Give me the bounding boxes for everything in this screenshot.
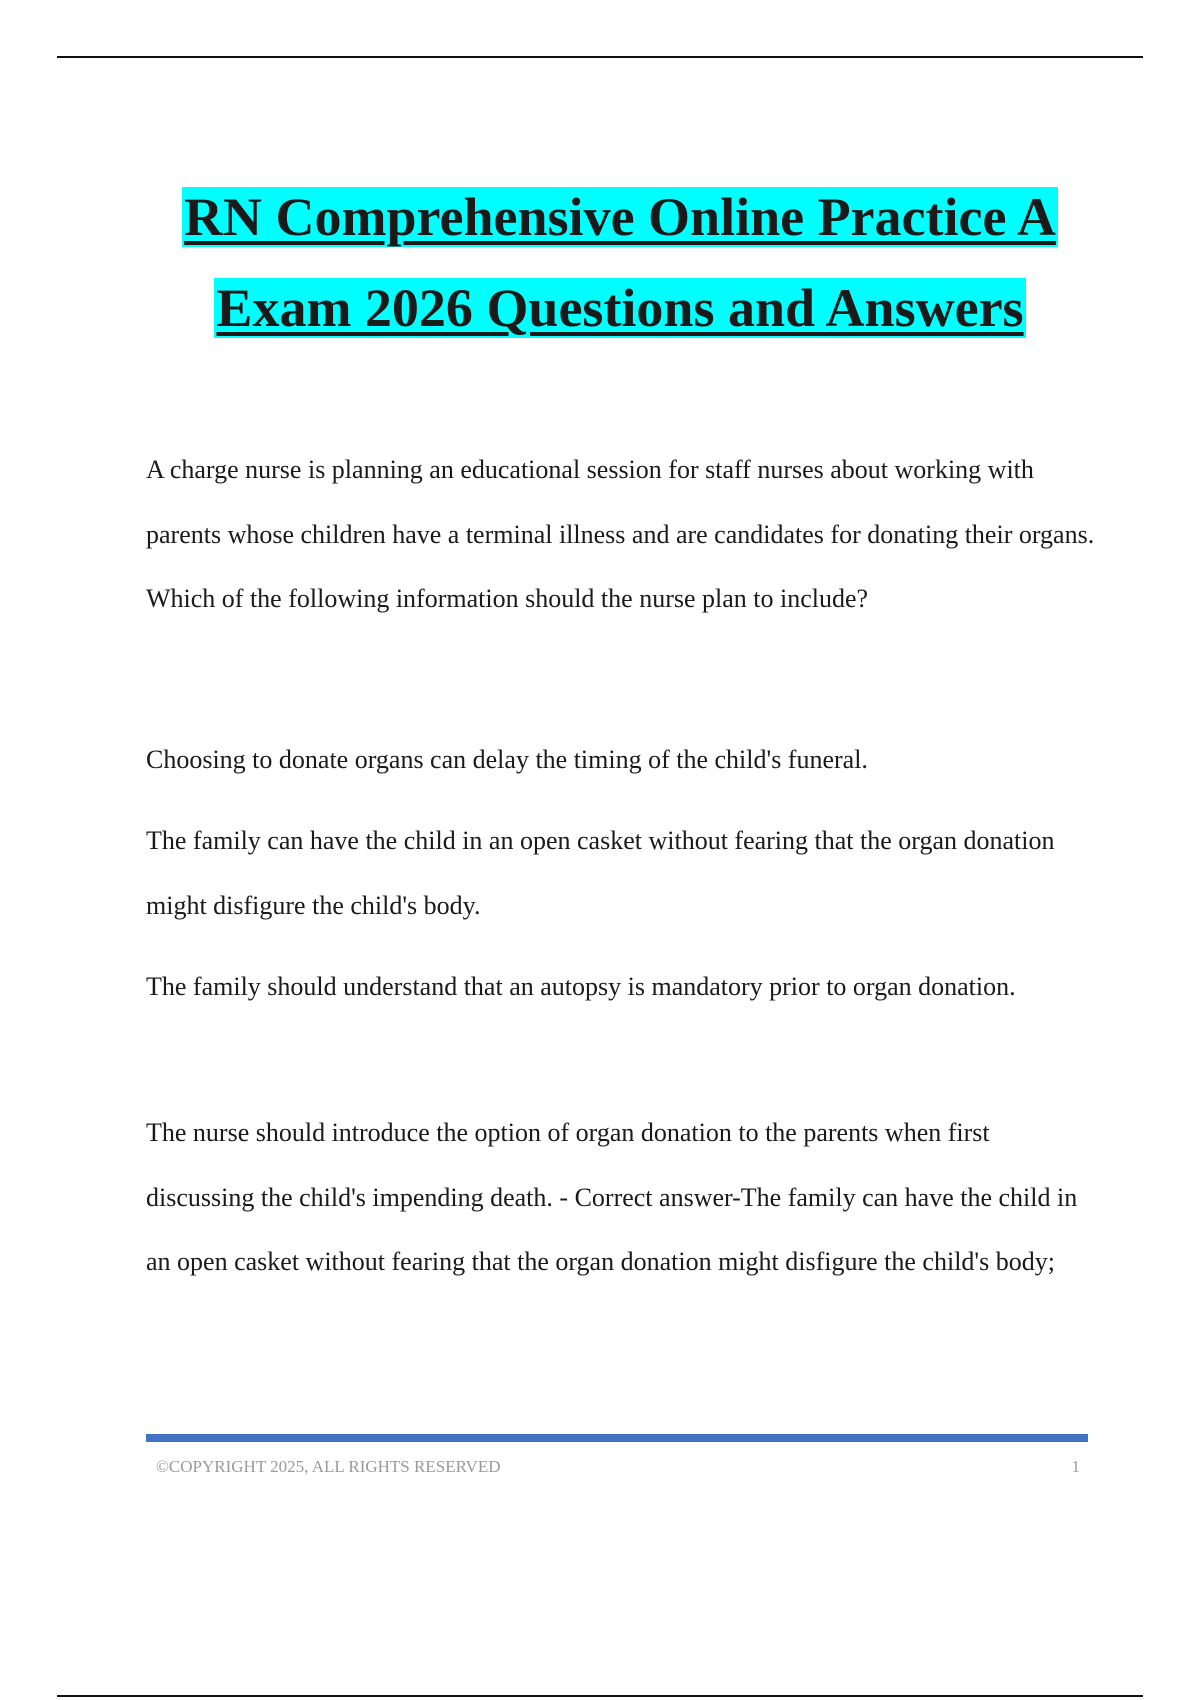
title-line-2: Exam 2026 Questions and Answers (216, 278, 1024, 338)
title-line-1: RN Comprehensive Online Practice A (184, 187, 1056, 247)
document-title (0, 172, 1200, 354)
answer-option-3: The family should understand that an autopsy is mandatory prior to organ donation. (146, 972, 1016, 1001)
bottom-rule (57, 1695, 1143, 1697)
answer-option-1: Choosing to donate organs can delay the timing of the child's funeral. (146, 745, 868, 774)
question-text: A charge nurse is planning an educational session for staff nurses about working with parents whose children have a terminal illness and are candidates for donating their organs. Which of the following information should the nurse plan to include? (146, 455, 1095, 613)
footer-copyright: ©COPYRIGHT 2025, ALL RIGHTS RESERVED (156, 1457, 501, 1476)
answer-option-2: The family can have the child in an open casket without fearing that the organ donation might disfigure the child's body. (146, 826, 1055, 920)
footer-divider (146, 1434, 1088, 1442)
top-rule (57, 56, 1143, 58)
answer-option-4-with-correct-answer: The nurse should introduce the option of organ donation to the parents when first discussing the child's impending death. - Correct answer-The family can have the child in an open casket without fearing that the organ donation might disfigure the child's body; (146, 1118, 1078, 1276)
page-number: 1 (1071, 1457, 1080, 1476)
